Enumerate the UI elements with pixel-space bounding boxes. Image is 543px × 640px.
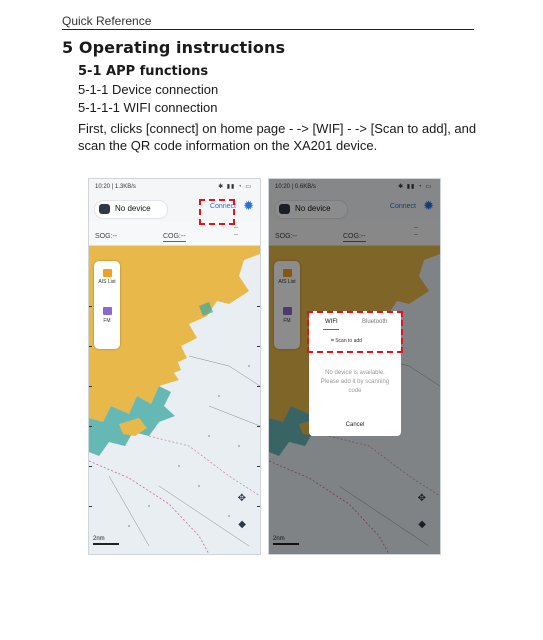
ais-list-icon[interactable] [103,269,112,277]
extra-readout-bottom: -- [234,232,238,238]
scan-label: Scan to add [335,338,362,344]
empty-line-3: code [348,388,362,394]
ais-list-label[interactable]: AIS List [98,279,116,285]
extra-readout [234,225,238,239]
status-bar [89,179,260,195]
locate-icon[interactable]: ◆ [418,519,426,530]
connect-button[interactable]: Connect [209,203,236,210]
status-time: 10:20 | 1.3KB/s [95,184,136,190]
extra-readout-top: -- [234,225,238,231]
device-label: No device [115,204,151,213]
subsubsubsection-heading: 5-1-1-1 WIFI connection [78,100,218,115]
fm-icon[interactable] [103,307,112,315]
phone-screenshot-home [88,178,261,555]
map-scale-bar [93,543,119,545]
status-time: 10:20 | 0.6KB/s [275,184,316,190]
fm-label[interactable]: FM [103,318,111,324]
signal-battery-icon: ✱ ▮▮ ◔ ▭ [218,184,252,190]
compass-icon[interactable]: ✥ [417,493,426,504]
connect-button[interactable]: Connect [389,203,416,210]
cog-readout: COG:-- [343,233,366,240]
sog-readout: SOG:-- [275,233,298,240]
section-heading: 5 Operating instructions [62,38,286,57]
empty-line-1: No device is available. [325,370,385,376]
extra-readout-top: -- [414,225,418,231]
device-selector[interactable] [94,200,168,219]
tab-bluetooth[interactable]: Bluetooth [362,319,388,325]
subsubsection-heading: 5-1-1 Device connection [78,82,219,97]
map-scale-label: 2nm [93,536,105,542]
device-label: No device [295,204,331,213]
gear-icon[interactable]: ✹ [423,198,434,213]
subsection-heading: 5-1 APP functions [78,64,209,79]
tab-wifi[interactable]: WIFI [325,319,338,325]
extra-readout-bottom: -- [414,232,418,238]
page-header [62,12,474,30]
scan-icon: ⌗ [331,338,334,344]
map-scale-label: 2nm [273,536,285,542]
compass-icon[interactable]: ✥ [237,493,246,504]
empty-state-text [309,369,401,396]
empty-line-2: Please add it by scanning [320,379,390,385]
gear-icon[interactable]: ✹ [243,198,254,213]
locate-icon[interactable]: ◆ [238,519,246,530]
header-title: Quick Reference [62,14,152,28]
ais-list-label[interactable]: AIS List [278,279,296,285]
phone-screenshot-dialog [268,178,441,555]
connect-highlight-box [199,199,235,225]
signal-battery-icon: ✱ ▮▮ ◔ ▭ [398,184,432,190]
cancel-button[interactable]: Cancel [345,422,365,428]
instruction-paragraph: First, clicks [connect] on home page - -> [WIF] - -> [Scan to add], and scan the QR code information on the XA201 device. [78,121,477,153]
device-icon [99,204,110,214]
fm-label[interactable]: FM [283,318,291,324]
map-side-panel [94,261,120,349]
cog-readout: COG:-- [163,233,186,240]
wifi-scan-highlight-box [307,311,403,353]
sog-readout: SOG:-- [95,233,118,240]
